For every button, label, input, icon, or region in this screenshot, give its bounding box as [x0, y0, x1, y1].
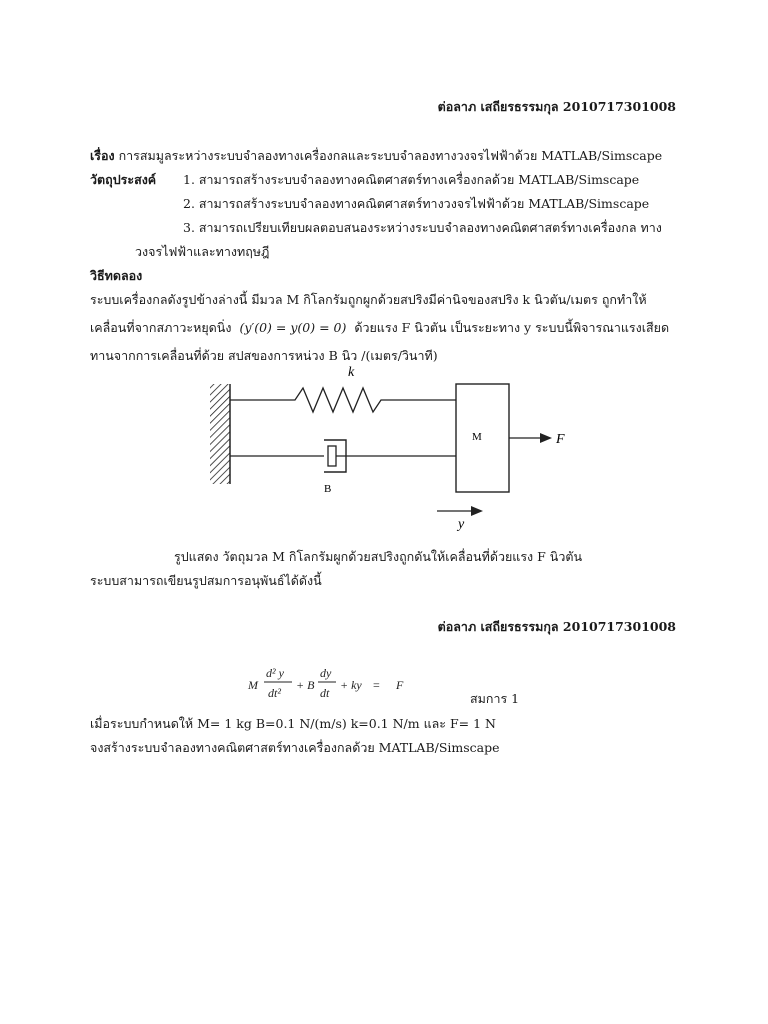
eq-plus-b: + B — [296, 678, 315, 692]
force-arrow-head — [540, 433, 552, 443]
method-line-2 — [90, 318, 669, 338]
equation-number: สมการ 1 — [470, 691, 520, 706]
objective-2: 2. สามารถสร้างระบบจำลองทางคณิตศาสตร์ทางวงจรไฟฟ้าด้วย MATLAB/Simscape — [183, 196, 650, 211]
damper-piston — [328, 446, 336, 466]
method-line-2b: ด้วยแรง F นิวตัน เป็นระยะทาง y ระบบนี้พิจารณาแรงเสียด — [354, 320, 670, 335]
eq-mass: M — [248, 678, 258, 692]
initial-condition: (y′(0) = y(0) = 0) — [239, 320, 347, 335]
title-text: การสมมูลระหว่างระบบจำลองทางเครื่องกลและระบบจำลองทางวงจรไฟฟ้าด้วย MATLAB/Simscape — [118, 148, 663, 163]
given-values: เมื่อระบบกำหนดให้ M= 1 kg B=0.1 N/(m/s) k=0.1 N/m และ F= 1 N — [90, 716, 496, 731]
spring-label: k — [348, 365, 355, 380]
damper-label: B — [324, 483, 332, 495]
task-statement: จงสร้างระบบจำลองทางคณิตศาสตร์ทางเครื่องกลด้วย MATLAB/Simscape — [90, 740, 500, 755]
wall-hatch — [210, 384, 230, 484]
eq-force: F — [396, 678, 404, 692]
eq-ky: + ky — [340, 678, 362, 692]
objective-3-cont: วงจรไฟฟ้าและทางทฤษฎี — [135, 244, 270, 259]
mass-spring-damper-figure — [200, 362, 590, 532]
eq-dt2: dt² — [268, 686, 281, 700]
title-label: เรื่อง — [90, 148, 115, 163]
method-line-1: ระบบเครื่องกลดังรูปข้างล่างนี้ มีมวล M กิโลกรัมถูกผูกด้วยสปริงมีค่านิจของสปริง k นิวตัน/เมตร ถูกทำให้ — [90, 292, 647, 307]
equation-intro: ระบบสามารถเขียนรูปสมการอนุพันธ์ได้ดังนี้ — [90, 573, 322, 588]
figure-caption: รูปแสดง วัตถุมวล M กิโลกรัมผูกด้วยสปริงถูกดันให้เคลื่อนที่ด้วยแรง F นิวตัน — [174, 549, 583, 564]
method-line-3: ทานจากการเคลื่อนที่ด้วย สปสของการหน่วง B นิว /(เมตร/วินาที) — [90, 348, 438, 363]
force-label: F — [556, 432, 565, 447]
displacement-label: y — [458, 517, 465, 532]
method-line-2a: เคลื่อนที่จากสภาวะหยุดนิ่ง — [90, 320, 232, 335]
eq-dy: dy — [320, 666, 332, 680]
objective-1: 1. สามารถสร้างระบบจำลองทางคณิตศาสตร์ทางเครื่องกลด้วย MATLAB/Simscape — [183, 172, 640, 187]
mass-label: M — [472, 431, 482, 443]
author-header-2: ต่อลาภ เสถียรธรรมกุล 2010717301008 — [437, 619, 676, 634]
displacement-arrow-head — [471, 506, 483, 516]
differential-equation — [240, 660, 480, 710]
objectives-label: วัตถุประสงค์ — [90, 172, 157, 187]
objective-3: 3. สามารถเปรียบเทียบผลตอบสนองระหว่างระบบจำลองทางคณิตศาสตร์ทางเครื่องกล ทาง — [183, 220, 662, 235]
eq-equals: = — [373, 678, 380, 692]
spring — [230, 388, 456, 412]
eq-d2y: d² y — [266, 666, 284, 680]
method-label: วิธีทดลอง — [90, 268, 143, 283]
mass-block — [456, 384, 509, 492]
eq-dt: dt — [320, 686, 330, 700]
title-line — [90, 146, 662, 166]
author-header: ต่อลาภ เสถียรธรรมกุล 2010717301008 — [437, 99, 676, 114]
